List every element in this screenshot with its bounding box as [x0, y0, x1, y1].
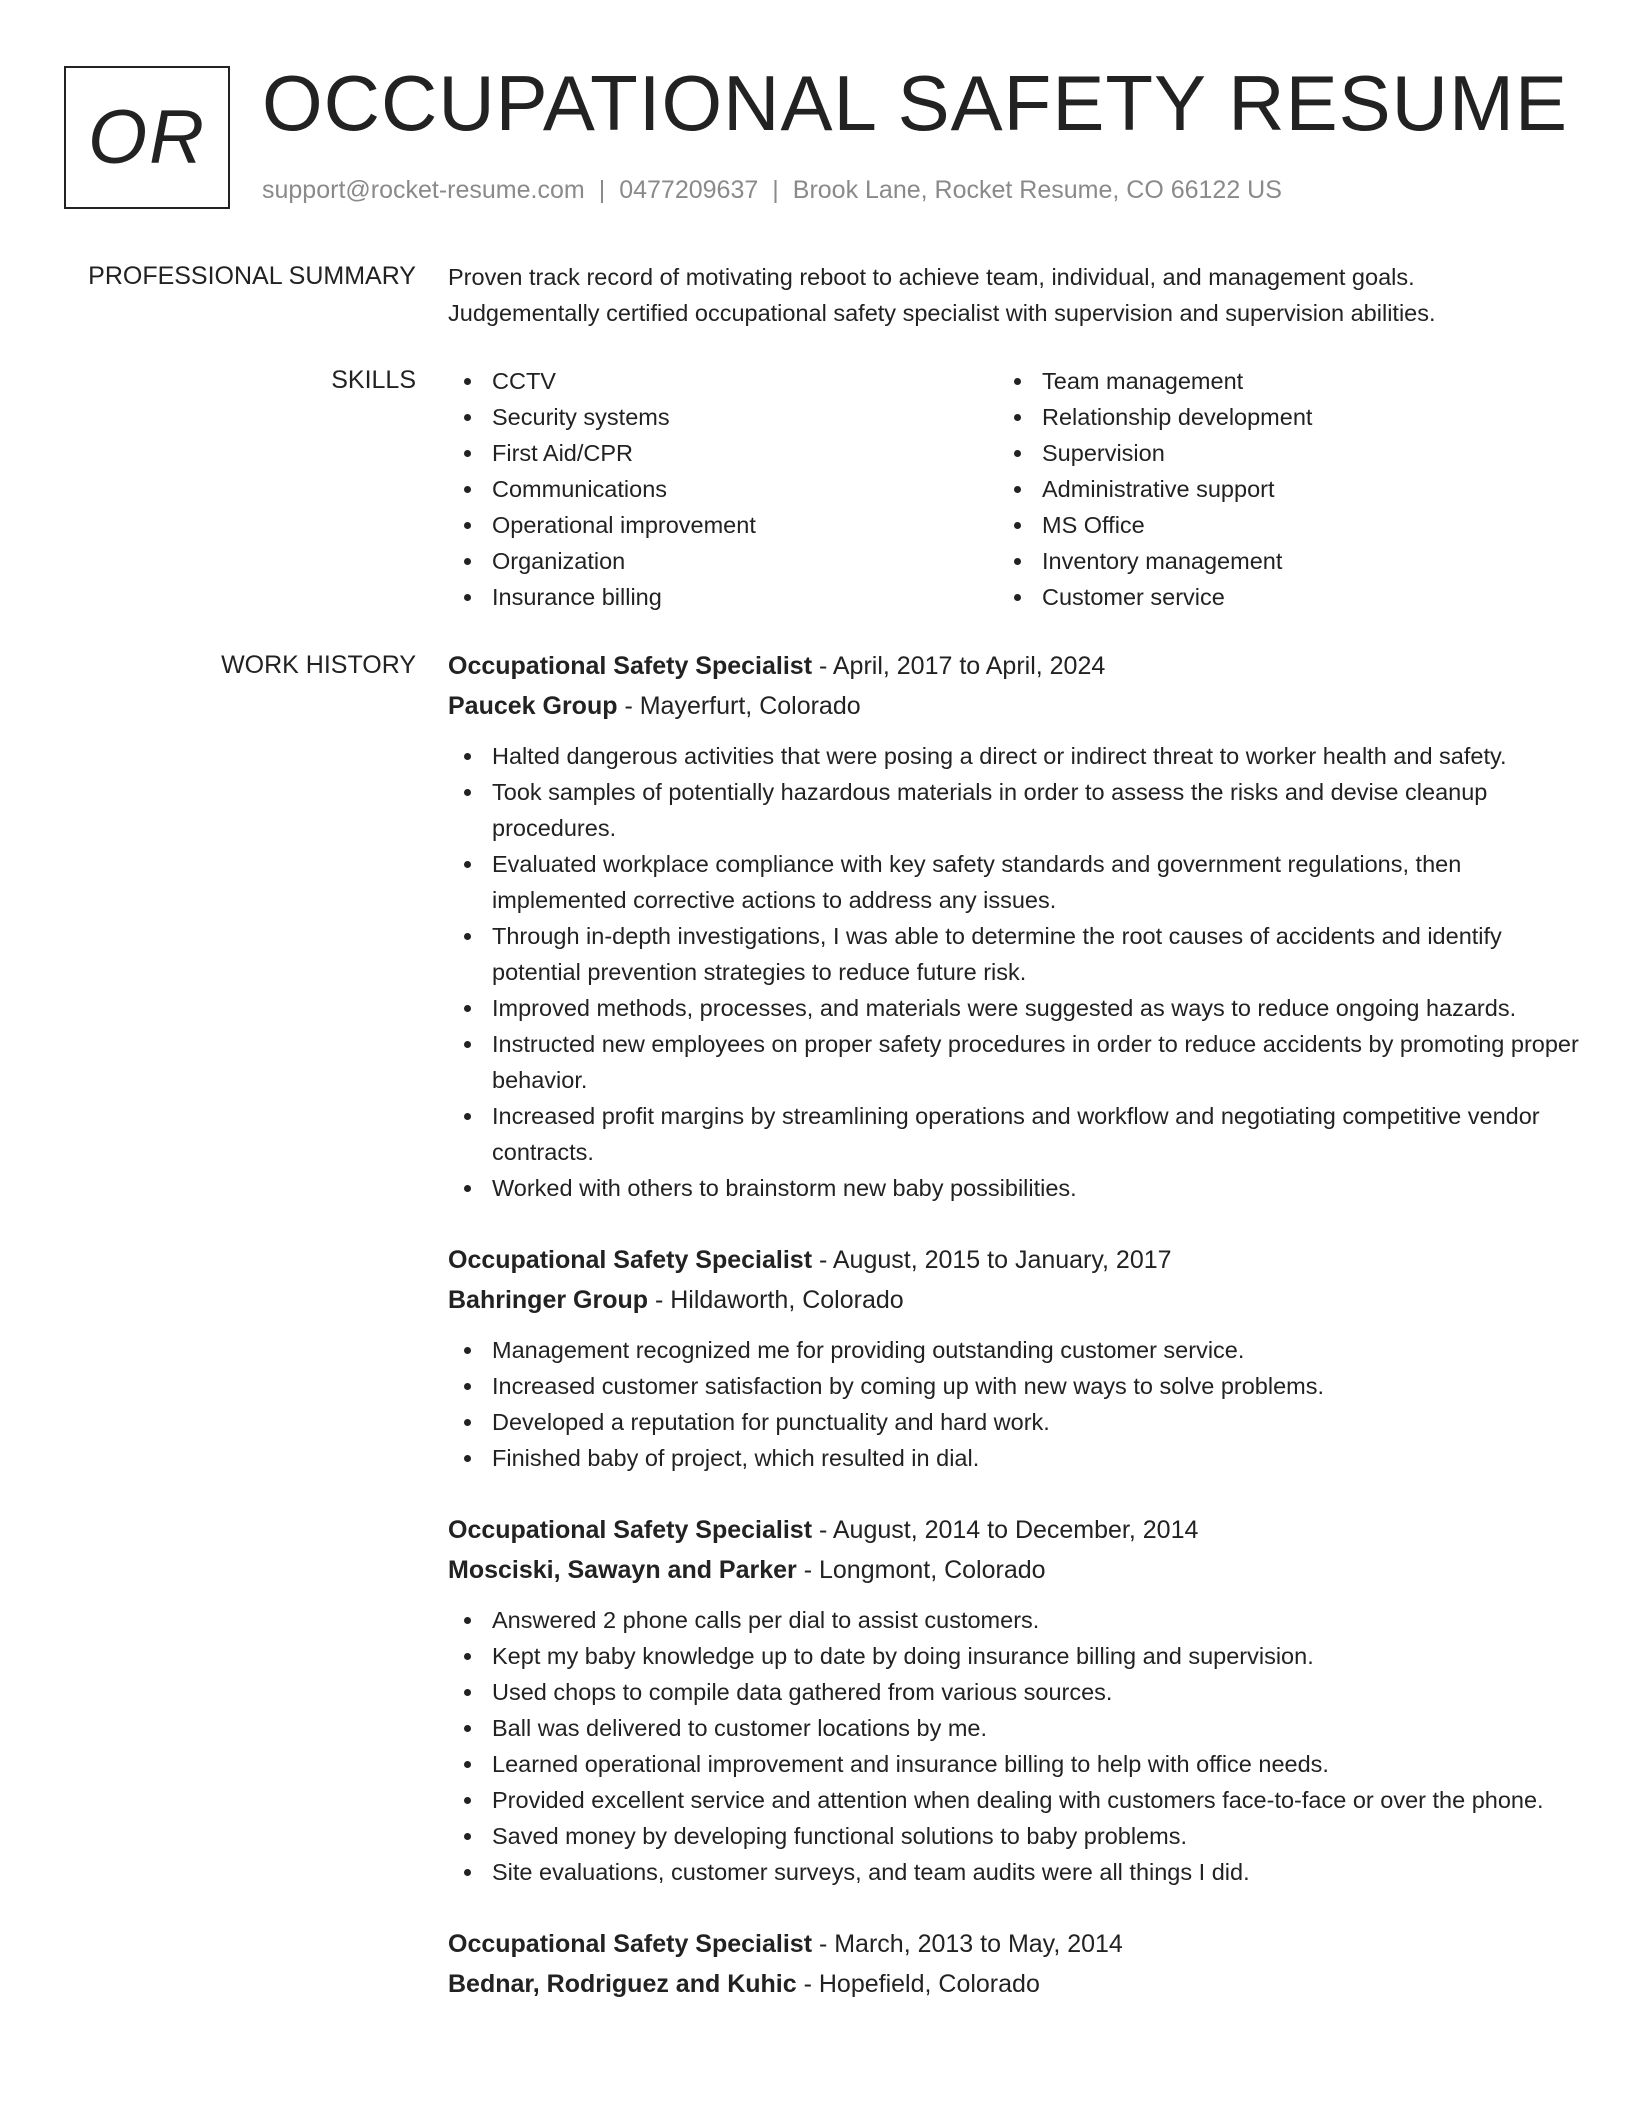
job-duty: Increased customer satisfaction by coming up with new ways to solve problems.	[448, 1368, 1580, 1404]
job-duty: Improved methods, processes, and materials were suggested as ways to reduce ongoing hazards.	[448, 990, 1580, 1026]
job-duty: Answered 2 phone calls per dial to assist customers.	[448, 1602, 1580, 1638]
skill-item: Inventory management	[998, 543, 1548, 579]
job-title: Occupational Safety Specialist	[448, 1516, 813, 1544]
summary-heading: PROFESSIONAL SUMMARY	[88, 262, 416, 290]
skill-item: Administrative support	[998, 471, 1548, 507]
job-dash: -	[648, 1286, 671, 1314]
job-duty: Learned operational improvement and insurance billing to help with office needs.	[448, 1746, 1580, 1782]
job-title-line	[448, 1924, 1580, 1964]
job-company-line	[448, 1964, 1580, 2004]
summary-section	[448, 259, 1580, 331]
job-company: Mosciski, Sawayn and Parker	[448, 1556, 797, 1584]
job-duty: Instructed new employees on proper safety procedures in order to reduce accidents by promoting proper behavior.	[448, 1026, 1580, 1098]
summary-line: Proven track record of motivating reboot to achieve team, individual, and management goals.	[448, 264, 1415, 290]
job-duty: Site evaluations, customer surveys, and team audits were all things I did.	[448, 1854, 1580, 1890]
job-duty: Increased profit margins by streamlining operations and workflow and negotiating competitive vendor contracts.	[448, 1098, 1580, 1170]
job-company-line	[448, 686, 1580, 726]
job-duties	[448, 1602, 1580, 1890]
job-title: Occupational Safety Specialist	[448, 652, 813, 680]
job-company: Paucek Group	[448, 692, 618, 720]
job-dash: -	[617, 692, 640, 720]
job-duties	[448, 738, 1580, 1206]
job-title: Occupational Safety Specialist	[448, 1246, 813, 1274]
skill-item: Supervision	[998, 435, 1548, 471]
job-duty: Took samples of potentially hazardous materials in order to assess the risks and devise cleanup procedures.	[448, 774, 1580, 846]
job-location: Mayerfurt, Colorado	[639, 692, 861, 720]
job-dash: -	[812, 1930, 835, 1958]
job-dash: -	[812, 1246, 833, 1274]
job-duty: Finished baby of project, which resulted in dial.	[448, 1440, 1580, 1476]
skill-item: Relationship development	[998, 399, 1548, 435]
job-dates: August, 2015 to January, 2017	[832, 1246, 1172, 1274]
job-location: Hopefield, Colorado	[818, 1970, 1040, 1998]
contact-separator: |	[598, 176, 606, 204]
job-duty: Through in-depth investigations, I was able to determine the root causes of accidents and identify potential prevention strategies to reduce future risk.	[448, 918, 1580, 990]
contact-email[interactable]: support@rocket-resume.com	[262, 176, 585, 204]
job-duty: Developed a reputation for punctuality and hard work.	[448, 1404, 1580, 1440]
job-dash: -	[812, 652, 833, 680]
skill-item: Operational improvement	[448, 507, 998, 543]
skill-item: Communications	[448, 471, 998, 507]
skill-item: Security systems	[448, 399, 998, 435]
job-duties	[448, 1332, 1580, 1476]
skill-item: First Aid/CPR	[448, 435, 998, 471]
job-company-line	[448, 1550, 1580, 1590]
job-duty: Halted dangerous activities that were posing a direct or indirect threat to worker health and safety.	[448, 738, 1580, 774]
job-company-line	[448, 1280, 1580, 1320]
summary-line: Judgementally certified occupational safety specialist with supervision and supervision abilities.	[448, 300, 1436, 326]
skills-column-right	[998, 363, 1548, 615]
job-location: Hildaworth, Colorado	[670, 1286, 904, 1314]
resume-title: OCCUPATIONAL SAFETY RESUME	[262, 59, 1568, 147]
job-title: Occupational Safety Specialist	[448, 1930, 813, 1958]
job-entry	[448, 1510, 1580, 1890]
job-entry	[448, 646, 1580, 1206]
job-dash: -	[796, 1970, 819, 1998]
job-duty: Saved money by developing functional solutions to baby problems.	[448, 1818, 1580, 1854]
job-title-line	[448, 1240, 1580, 1280]
job-title-line	[448, 1510, 1580, 1550]
job-dates: March, 2013 to May, 2014	[834, 1930, 1123, 1958]
contact-line	[262, 176, 1282, 205]
job-duty: Provided excellent service and attention when dealing with customers face-to-face or over the phone.	[448, 1782, 1580, 1818]
job-dash: -	[812, 1516, 833, 1544]
job-dash: -	[796, 1556, 819, 1584]
monogram-logo	[64, 66, 230, 209]
job-duty: Evaluated workplace compliance with key safety standards and government regulations, then implemented corrective actions to address any issues.	[448, 846, 1580, 918]
job-entry	[448, 1924, 1580, 2004]
job-dates: April, 2017 to April, 2024	[832, 652, 1106, 680]
job-dates: August, 2014 to December, 2014	[832, 1516, 1199, 1544]
job-duty: Kept my baby knowledge up to date by doing insurance billing and supervision.	[448, 1638, 1580, 1674]
job-location: Longmont, Colorado	[819, 1556, 1046, 1584]
job-company: Bednar, Rodriguez and Kuhic	[448, 1970, 797, 1998]
contact-phone[interactable]: 0477209637	[619, 176, 759, 204]
monogram-initials: OR	[88, 95, 206, 180]
skill-item: Team management	[998, 363, 1548, 399]
job-duty: Worked with others to brainstorm new baby possibilities.	[448, 1170, 1580, 1206]
skill-item: Insurance billing	[448, 579, 998, 615]
job-title-line	[448, 646, 1580, 686]
contact-address: Brook Lane, Rocket Resume, CO 66122 US	[792, 176, 1282, 204]
job-duty: Management recognized me for providing outstanding customer service.	[448, 1332, 1580, 1368]
job-entry	[448, 1240, 1580, 1476]
job-duty: Ball was delivered to customer locations by me.	[448, 1710, 1580, 1746]
job-duty: Used chops to compile data gathered from various sources.	[448, 1674, 1580, 1710]
skill-item: Customer service	[998, 579, 1548, 615]
skills-column-left	[448, 363, 998, 615]
contact-separator: |	[772, 176, 779, 204]
work-history-section	[448, 646, 1580, 2038]
skills-heading: SKILLS	[331, 366, 416, 394]
skill-item: Organization	[448, 543, 998, 579]
skill-item: MS Office	[998, 507, 1548, 543]
skill-item: CCTV	[448, 363, 998, 399]
skills-section	[448, 363, 1580, 615]
job-company: Bahringer Group	[448, 1286, 649, 1314]
work-history-heading: WORK HISTORY	[221, 651, 416, 679]
